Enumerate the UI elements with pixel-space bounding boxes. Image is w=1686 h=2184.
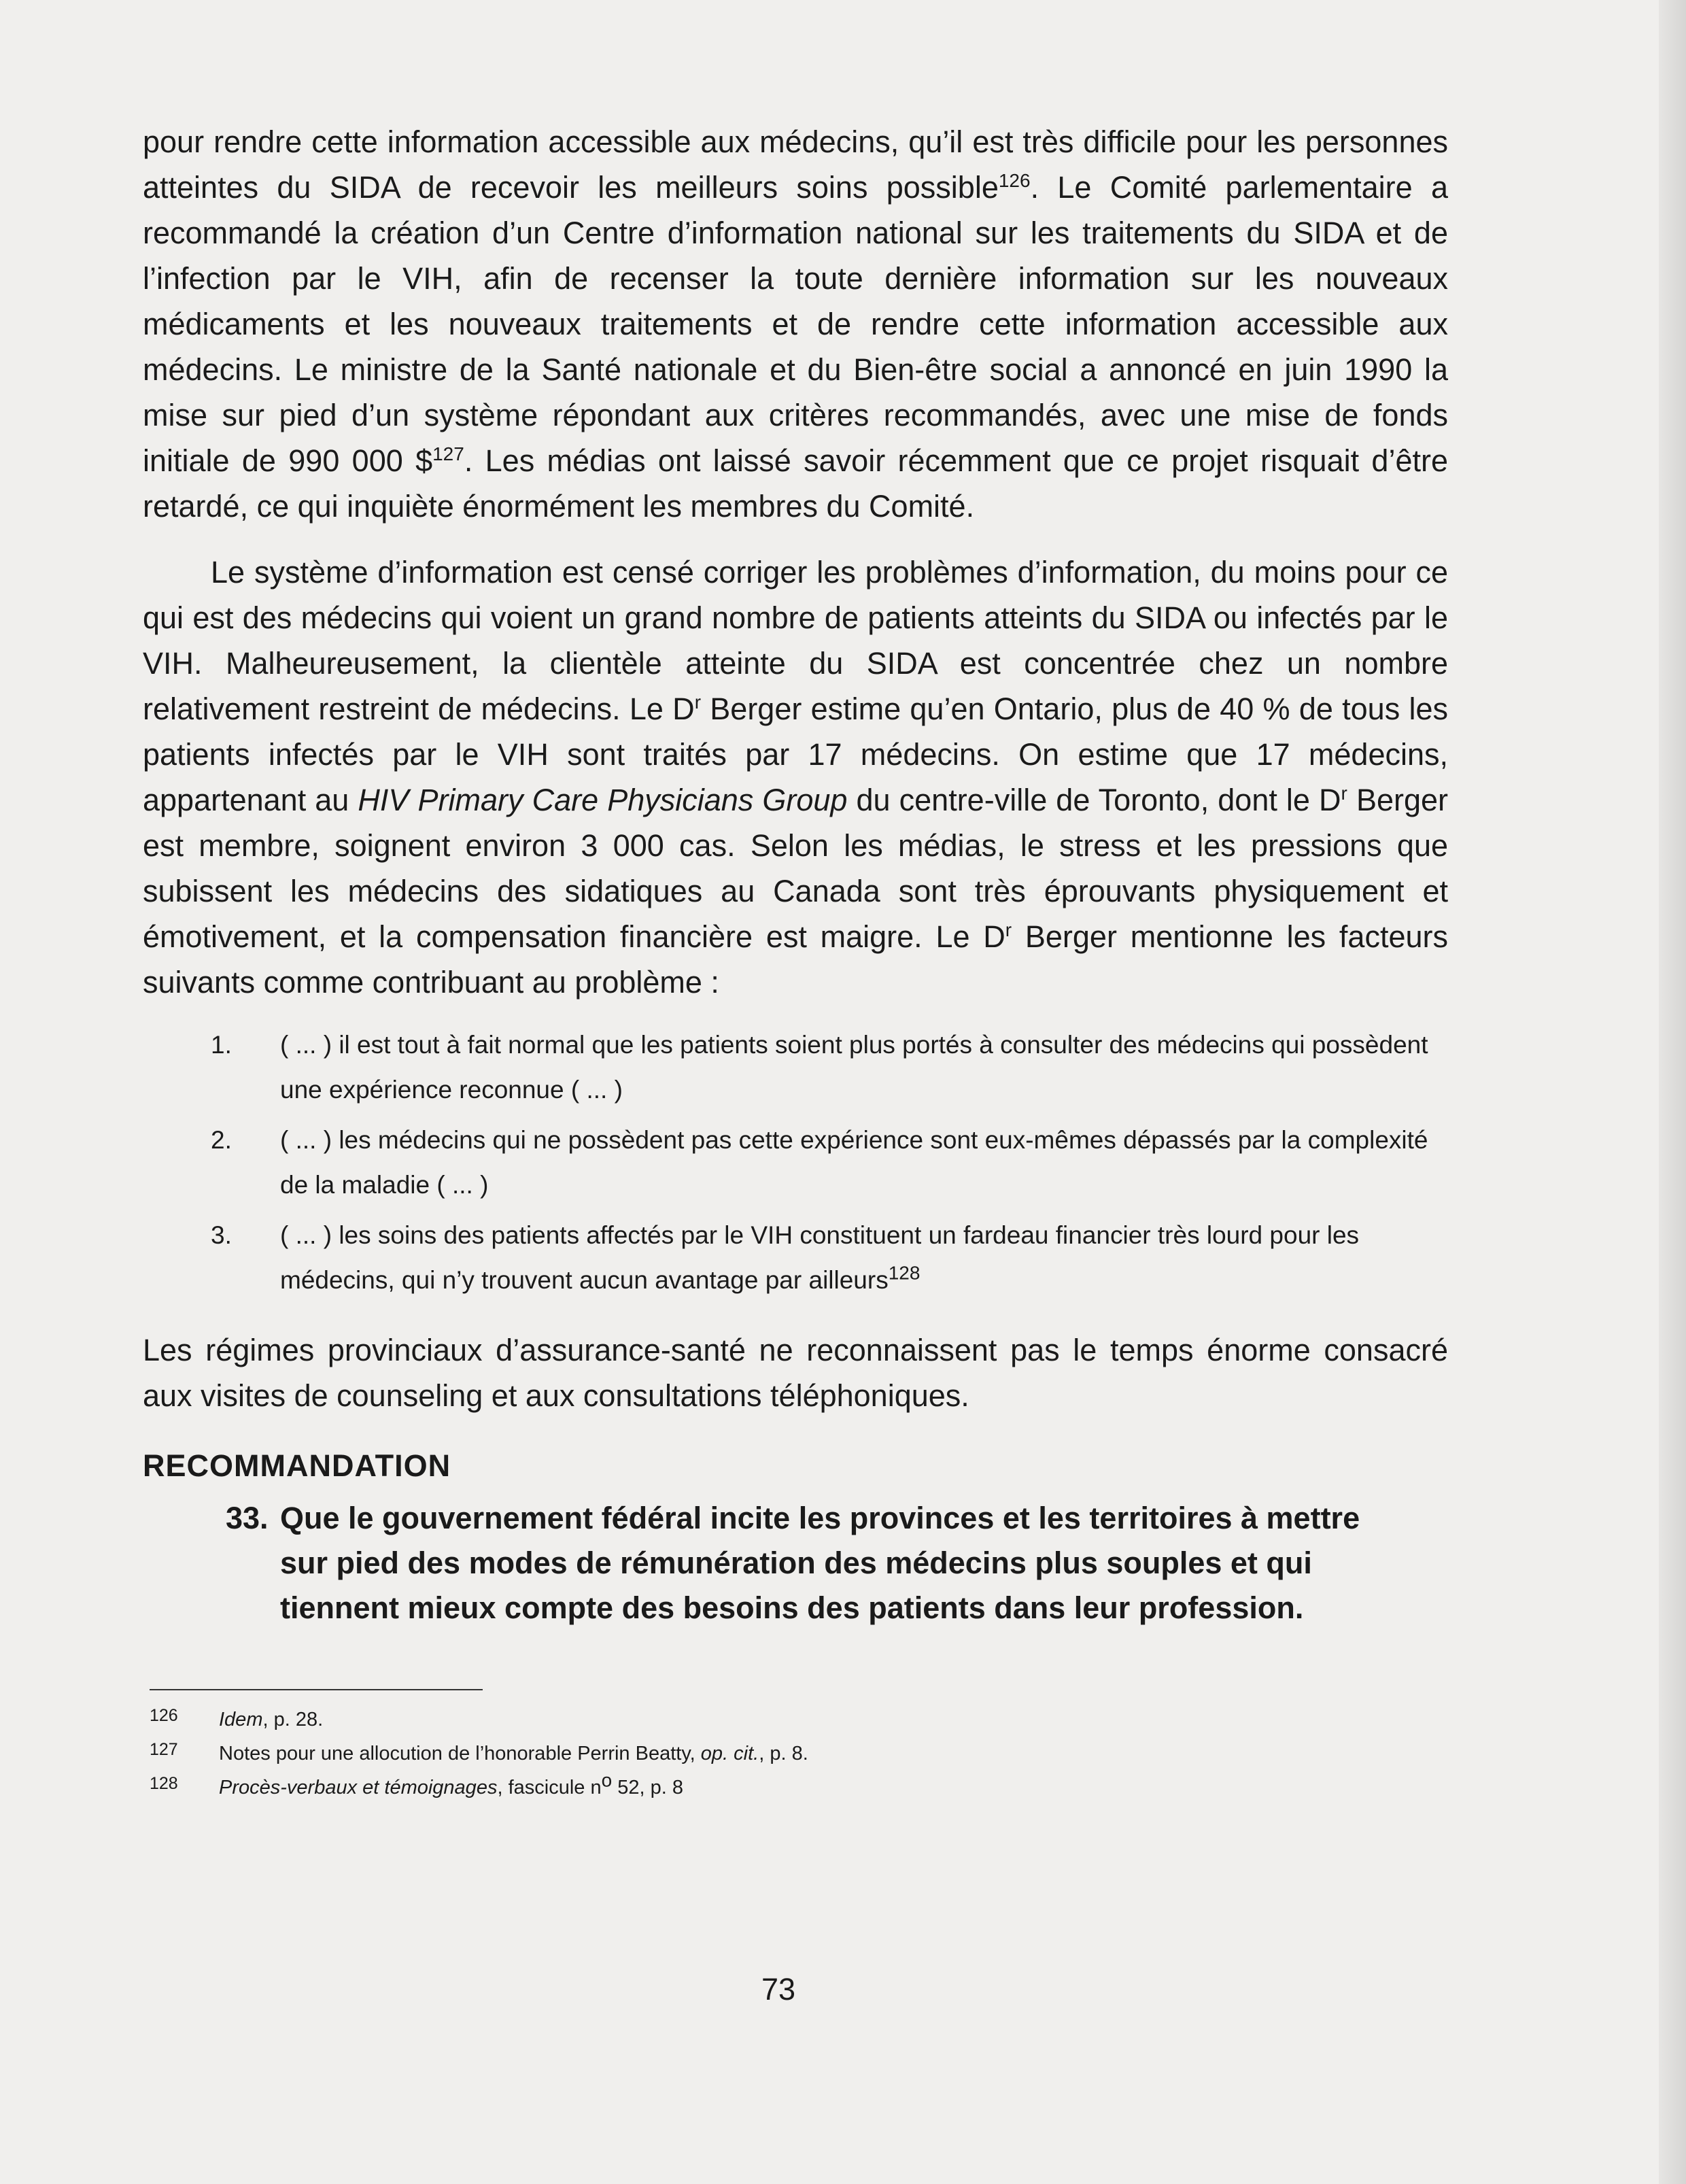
- group-name-italic: HIV Primary Care Physicians Group: [358, 783, 848, 817]
- paragraph-2-text-a: Le système d’information est censé corriger les problèmes d’information, du moins pour ce qui est des médecins qui voient un grand nombre de patients atteints du SIDA ou infectés par le VIH. Malheureusement, la clientèle atteinte du SIDA est concentrée chez un nombre relativement restreint de médecins. Le D: [143, 555, 1448, 726]
- recommendation-heading: RECOMMANDATION: [143, 1448, 451, 1483]
- paragraph-2: [143, 549, 1448, 1005]
- list-item-text: ( ... ) il est tout à fait normal que les patients soient plus portés à consulter des médecins qui possèdent une expérience reconnue ( ... ): [280, 1031, 1428, 1104]
- document-page: [143, 119, 1448, 1805]
- footnote-ref-128[interactable]: 128: [888, 1262, 921, 1284]
- quote-list: [143, 1023, 1448, 1303]
- footnote-number: 126: [150, 1706, 178, 1725]
- list-item-number: 3.: [211, 1221, 232, 1249]
- footnotes: [143, 1703, 1448, 1805]
- list-item-number: 2.: [211, 1126, 232, 1154]
- list-item-number: 1.: [211, 1031, 232, 1059]
- paragraph-2-text-c: du centre-ville de Toronto, dont le D: [847, 783, 1341, 817]
- list-item: [143, 1023, 1448, 1112]
- footnote-text: Notes pour une allocution de l’honorable Perrin Beatty,: [219, 1743, 701, 1764]
- footnote-text: , p. 28.: [262, 1709, 324, 1730]
- footnote-126: [143, 1703, 1448, 1737]
- footnote-italic: Procès-verbaux et témoignages: [219, 1777, 498, 1798]
- number-sign-superscript: o: [601, 1769, 613, 1791]
- footnote-italic: Idem: [219, 1709, 263, 1730]
- paragraph-2-text-b: Berger estime qu’en Ontario, plus de 40 % de tous les patients infectés par le VIH sont traités par 17 médecins. On estime que 17 médecins, appartenant au: [143, 692, 1448, 817]
- footnote-ref-127[interactable]: 127: [432, 443, 464, 464]
- paragraph-1-text-c: . Les médias ont laissé savoir récemment que ce projet risquait d’être retardé, ce qui inquiète énormément les membres du Comité.: [143, 443, 1448, 524]
- dr-superscript: r: [1005, 919, 1012, 940]
- paragraph-1-text-a: pour rendre cette information accessible aux médecins, qu’il est très difficile pour les personnes atteintes du SIDA de recevoir les meilleurs soins possible: [143, 124, 1448, 205]
- paragraph-1: [143, 119, 1448, 529]
- dr-superscript: r: [1341, 783, 1347, 804]
- footnote-text-end: 52, p. 8: [612, 1777, 683, 1798]
- footnote-divider: [150, 1689, 483, 1690]
- footnote-128: [143, 1771, 1448, 1805]
- footnote-number: 127: [150, 1740, 178, 1759]
- recommendation-text: Que le gouvernement fédéral incite les provinces et les territoires à mettre sur pied des modes de rémunération des médecins plus souples et qui tiennent mieux compte des besoins des patients dans leur profession.: [280, 1501, 1360, 1625]
- paragraph-2-text-d: Berger est membre, soignent environ 3 000 cas. Selon les médias, le stress et les pressions que subissent les médecins des sidatiques au Canada sont très éprouvants physiquement et émotivement, et la compensation financière est maigre. Le D: [143, 783, 1449, 954]
- footnote-ref-126[interactable]: 126: [998, 170, 1031, 191]
- paragraph-2-text-e: Berger mentionne les facteurs suivants comme contribuant au problème :: [143, 919, 1448, 1000]
- list-item: [143, 1118, 1448, 1208]
- page-edge-shadow: [1659, 0, 1686, 2184]
- list-item: [143, 1213, 1448, 1303]
- list-item-text: ( ... ) les médecins qui ne possèdent pas cette expérience sont eux-mêmes dépassés par la complexité de la maladie ( ... ): [280, 1126, 1428, 1199]
- recommendation-number: 33.: [226, 1501, 269, 1535]
- footnote-italic: op. cit.: [700, 1743, 759, 1764]
- footnote-text: , fascicule n: [497, 1777, 602, 1798]
- recommendation-item: [143, 1496, 1409, 1631]
- footnote-text-end: , p. 8.: [759, 1743, 808, 1764]
- footnote-number: 128: [150, 1774, 178, 1793]
- paragraph-3: Les régimes provinciaux d’assurance-santé ne reconnaissent pas le temps énorme consacré aux visites de counseling et aux consultations téléphoniques.: [143, 1333, 1448, 1413]
- list-item-text: ( ... ) les soins des patients affectés par le VIH constituent un fardeau financier très lourd pour les médecins, qui n’y trouvent aucun avantage par ailleurs: [280, 1221, 1360, 1294]
- footnote-127: [143, 1737, 1448, 1771]
- dr-superscript: r: [694, 692, 702, 713]
- page-number: 73: [761, 1972, 796, 2007]
- paragraph-1-text-b: . Le Comité parlementaire a recommandé la création d’un Centre d’information national sur les traitements du SIDA et de l’infection par le VIH, afin de recenser la toute dernière information sur les nouveaux médicaments et les nouveaux traitements et de rendre cette information accessible aux médecins. Le ministre de la Santé nationale et du Bien-être social a annoncé en juin 1990 la mise sur pied d’un système répondant aux critères recommandés, avec une mise de fonds initiale de 990 000 $: [143, 170, 1448, 478]
